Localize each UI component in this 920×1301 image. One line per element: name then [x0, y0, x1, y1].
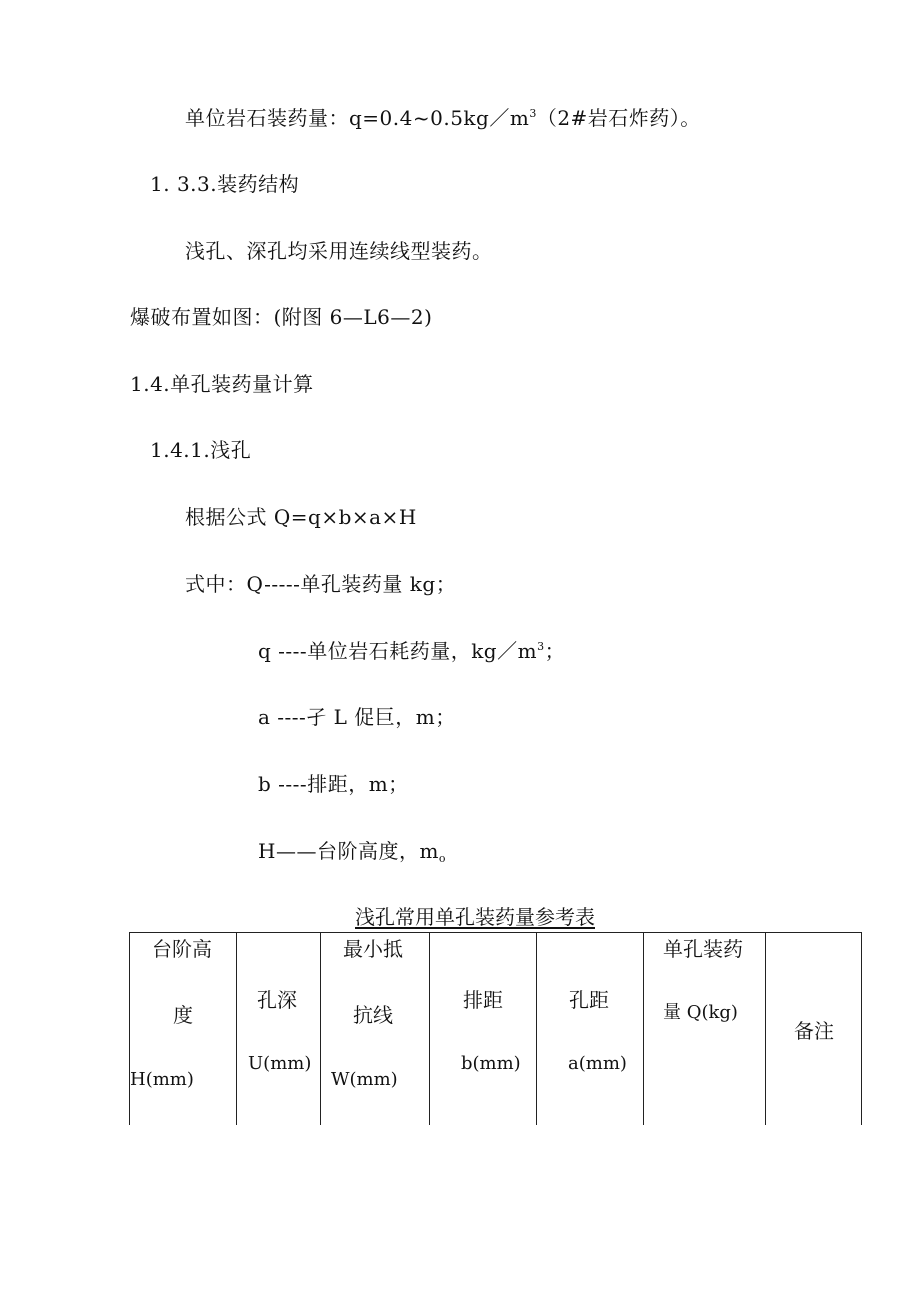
charge-reference-table — [129, 932, 862, 1125]
charge-line-sup: 3 — [529, 107, 537, 120]
table-divider — [536, 933, 537, 1125]
header-step-height-line2: 度 — [173, 1003, 193, 1027]
table-divider — [643, 933, 644, 1125]
table-caption: 浅孔常用单孔装药量参考表 — [355, 905, 595, 929]
section-heading-1-3-3: 1. 3.3.装药结构 — [150, 172, 300, 196]
header-hole-depth-unit: U(mm) — [248, 1053, 312, 1074]
header-hole-spacing-unit: a(mm) — [568, 1053, 627, 1074]
section-heading-1-4: 1.4.单孔装药量计算 — [130, 372, 314, 396]
header-charge-line1: 单孔装药 — [663, 937, 743, 961]
table-divider — [861, 933, 862, 1125]
formula-line: 根据公式 Q=q×b×a×H — [185, 505, 417, 529]
header-row-spacing-line1: 排距 — [463, 988, 503, 1012]
table-divider — [765, 933, 766, 1125]
definition-h-prefix: H——台阶高度，m — [258, 839, 439, 863]
table-divider — [429, 933, 430, 1125]
header-min-burden-line1: 最小抵 — [343, 937, 403, 961]
header-remarks: 备注 — [794, 1019, 834, 1043]
charge-structure-text: 浅孔、深孔均采用连续线型装药。 — [185, 239, 493, 263]
charge-per-unit-line — [185, 104, 701, 132]
definition-q — [258, 637, 565, 665]
table-divider — [320, 933, 321, 1125]
definition-q-sup: 3 — [537, 640, 545, 653]
header-hole-spacing-line1: 孔距 — [569, 988, 609, 1012]
formula-where-line: 式中：Q-----单孔装药量 kg； — [185, 572, 457, 596]
definition-b: b ----排距，m； — [258, 772, 409, 796]
header-step-height-line1: 台阶高 — [152, 937, 212, 961]
header-charge-line2: 量 Q(kg) — [663, 1002, 738, 1023]
charge-line-suffix: （2#岩石炸药）。 — [536, 106, 701, 130]
blast-layout-note: 爆破布置如图：(附图 6—L6—2) — [130, 305, 433, 329]
definition-h — [258, 837, 446, 865]
section-heading-1-4-1: 1.4.1.浅孔 — [150, 438, 252, 462]
header-min-burden-line2: 抗线 — [353, 1003, 393, 1027]
header-min-burden-unit: W(mm) — [331, 1069, 398, 1090]
definition-q-suffix: ； — [544, 639, 566, 663]
header-hole-depth-line1: 孔深 — [257, 988, 297, 1012]
header-row-spacing-unit: b(mm) — [461, 1053, 521, 1074]
definition-q-prefix: q ----单位岩石耗药量，kg／m — [258, 639, 538, 663]
definition-h-sub: o — [438, 852, 447, 865]
header-step-height-unit: H(mm) — [130, 1069, 194, 1090]
table-divider — [236, 933, 237, 1125]
definition-a: a ----孑 L 促巨，m； — [258, 705, 456, 729]
charge-line-prefix: 单位岩石装药量：q=0.4~0.5kg／m — [185, 106, 530, 130]
